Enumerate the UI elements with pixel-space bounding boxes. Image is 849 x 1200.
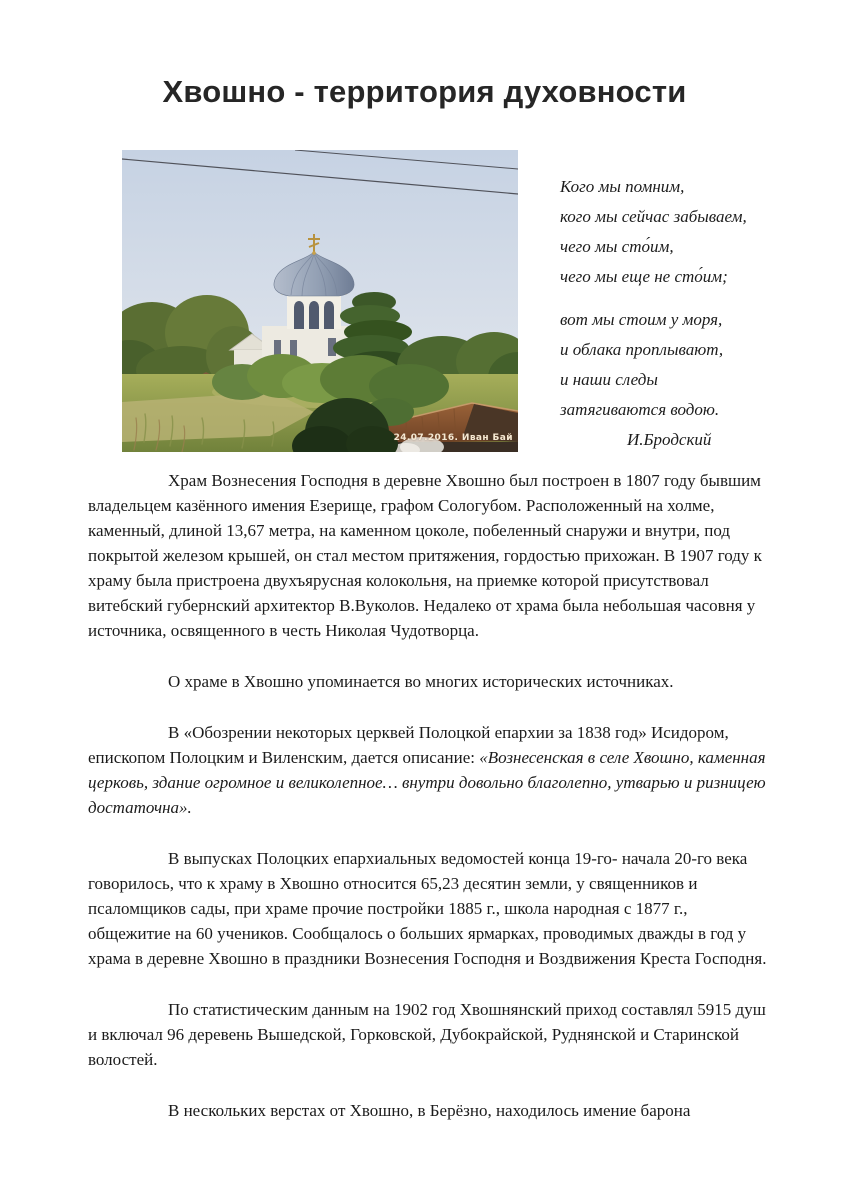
poem-line: чего мы сто́им, [560,237,674,256]
poem-line: затягиваются водою. [560,400,720,419]
paragraph-vedomosti [88,846,770,971]
poem-block [560,172,815,455]
paragraph-text: Храм Вознесения Господня в деревне Хвошно был построен в 1807 году бывшим владельцем казённого имения Езерище, графом Сологубом. Расположенный на холме, каменный, длиной 13,67 метра, на каменном цоколе, побеленный снаружи и внутри, под покрытой железом крышей, он стал местом притяжения, гордостью прихожан. В 1907 году к храму была пристроена двухъярусная колокольня, на приемке которой присутствовал витебский губернский архитектор В.Вуколов. Недалеко от храма была небольшая часовня у источника, освященного в честь Николая Чудотворца. [88,471,762,640]
paragraph-text: В нескольких верстах от Хвошно, в Берёзно, находилось имение барона [168,1101,691,1120]
poem-line: и облака проплывают, [560,340,724,359]
paragraph-1838-review [88,720,770,820]
poem-line: Кого мы помним, [560,177,685,196]
poem-attribution: И.Бродский [627,430,712,449]
paragraph-text: В выпусках Полоцких епархиальных ведомостей конца 19-го- начала 20-го века говорилось, что к храму в Хвошно относится 65,23 десятин земли, у священников и псаломщиков сады, при храме прочие постройки 1885 г., школа народная с 1877 г., общежитие на 60 учеников. Сообщалось о больших ярмарках, проводимых дважды в год у храма в деревне Хвошно в праздники Вознесения Господня и Воздвижения Креста Господня. [88,849,767,968]
paragraph-berezno [88,1098,770,1123]
article-body [88,468,770,1149]
church-photo [122,150,518,452]
paragraph-text: По статистическим данным на 1902 год Хвошнянский приход составлял 5915 душ и включал 96 деревень Вышедской, Горковской, Дубокрайской, Руднянской и Старинской волостей. [88,1000,766,1069]
paragraph-sources [88,669,770,694]
photo-watermark: 24.07.2016. Иван Бай [393,433,513,443]
paragraph-text: О храме в Хвошно упоминается во многих исторических источниках. [168,672,674,691]
poem-line: и наши следы [560,370,658,389]
paragraph-statistics-1902 [88,997,770,1072]
paragraph-history [88,468,770,643]
church-photo-illustration [122,150,518,452]
poem-line: вот мы стоим у моря, [560,310,723,329]
photo-church-drum-windows [294,301,334,329]
poem-stanza-2 [560,305,815,425]
poem-line: чего мы еще не сто́им; [560,267,728,286]
page-title: Хвошно - территория духовности [162,74,687,109]
poem-stanza-1 [560,172,815,292]
quoted-description: «Вознесенская в селе Хвошно, каменная церковь, здание огромное и великолепное… внутри довольно благолепно, утварью и ризницею достаточна». [88,748,766,817]
poem-line: кого мы сейчас забываем, [560,207,747,226]
paragraph-text: В «Обозрении некоторых церквей Полоцкой епархии за 1838 год» Исидором, епископом Полоцким и Виленским, дается описание: [88,723,729,767]
